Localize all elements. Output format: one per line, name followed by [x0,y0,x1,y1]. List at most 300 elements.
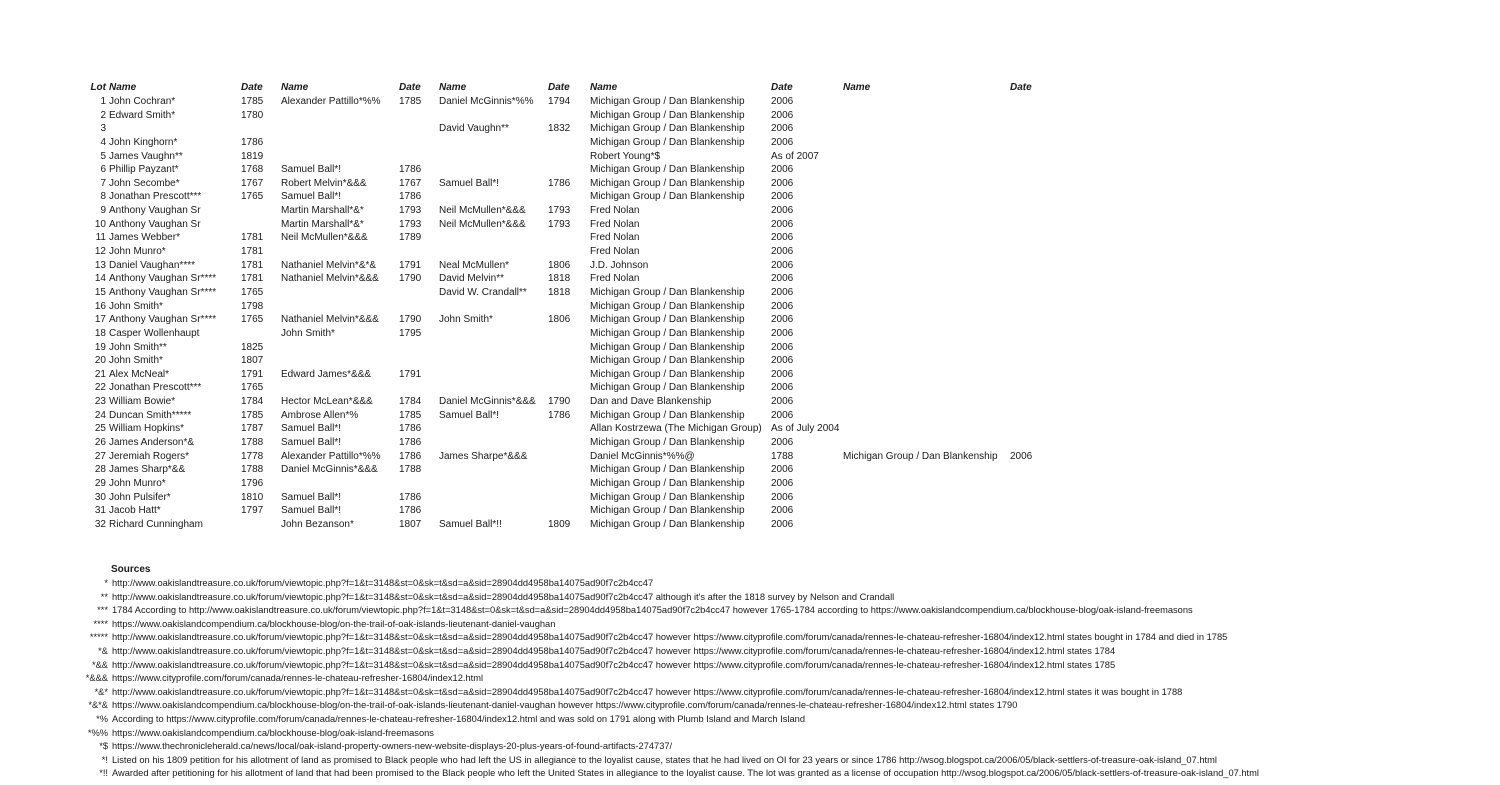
cell-lot[interactable]: 29 [94,477,106,489]
cell-n4[interactable]: Michigan Group / Dan Blankenship [590,164,745,176]
cell-n5[interactable] [843,491,1010,505]
cell-d2[interactable]: 1786 [399,450,422,462]
cell-d2[interactable]: 1786 [399,491,422,503]
cell-n4[interactable]: Robert Young*$ [590,150,661,162]
cell-n3[interactable] [439,436,548,450]
cell-lot[interactable]: 22 [94,382,106,394]
cell-n2[interactable]: Nathaniel Melvin*&*& [281,259,377,271]
cell-n1[interactable]: Duncan Smith***** [109,409,192,421]
cell-d3[interactable] [548,504,590,518]
cell-d3[interactable]: 1818 [548,273,571,285]
cell-n4[interactable]: Michigan Group / Dan Blankenship [590,491,745,503]
cell-d4[interactable]: 2006 [771,368,794,380]
cell-n2[interactable]: John Bezanson* [281,518,354,530]
cell-n2[interactable]: Neil McMullen*&&& [281,232,368,244]
cell-n4[interactable]: Allan Kostrzewa (The Michigan Group) [590,423,762,435]
cell-n3[interactable] [439,504,548,518]
cell-d1[interactable]: 1788 [241,437,264,449]
column-header-name-1[interactable]: Name [109,82,137,93]
cell-n5[interactable] [843,259,1010,273]
cell-n2[interactable]: Robert Melvin*&&& [281,177,367,189]
cell-d1[interactable]: 1765 [241,286,264,298]
cell-d1[interactable]: 1768 [241,164,264,176]
cell-d2[interactable]: 1790 [399,314,422,326]
cell-d3[interactable] [548,341,590,355]
cell-n3[interactable] [439,109,548,123]
cell-d5[interactable] [1010,286,1050,300]
cell-n1[interactable]: John Smith* [109,300,163,312]
cell-n5[interactable] [843,272,1010,286]
cell-n4[interactable]: Michigan Group / Dan Blankenship [590,136,745,148]
cell-d2[interactable] [399,341,439,355]
cell-d5[interactable] [1010,463,1050,477]
cell-n1[interactable]: Anthony Vaughan Sr**** [109,314,217,326]
cell-n4[interactable]: Dan and Dave Blankenship [590,396,712,408]
cell-lot[interactable]: 18 [94,327,106,339]
cell-n3[interactable] [439,422,548,436]
cell-d4[interactable]: 2006 [771,491,794,503]
cell-n4[interactable]: Fred Nolan [590,273,640,285]
cell-d3[interactable]: 1793 [548,205,571,217]
cell-n2[interactable]: Nathaniel Melvin*&&& [281,314,379,326]
cell-d1[interactable]: 1825 [241,341,264,353]
cell-n5[interactable] [843,245,1010,259]
cell-n1[interactable]: Anthony Vaughan Sr [109,205,201,217]
cell-n5[interactable] [843,150,1010,164]
cell-d4[interactable]: 1788 [771,450,794,462]
cell-lot[interactable]: 32 [94,518,106,530]
cell-n5[interactable] [843,177,1010,191]
cell-n3[interactable]: Neal McMullen* [439,259,510,271]
cell-lot[interactable]: 15 [94,286,106,298]
cell-n2[interactable]: Samuel Ball*! [281,491,342,503]
cell-n4[interactable]: Michigan Group / Dan Blankenship [590,123,745,135]
cell-lot[interactable]: 24 [94,409,106,421]
cell-n4[interactable]: Michigan Group / Dan Blankenship [590,109,745,121]
cell-d2[interactable]: 1789 [399,232,422,244]
cell-d3[interactable]: 1818 [548,286,571,298]
cell-n1[interactable]: James Anderson*& [109,437,195,449]
cell-n5[interactable]: Michigan Group / Dan Blankenship [843,450,998,462]
cell-d3[interactable] [548,163,590,177]
cell-n3[interactable] [439,477,548,491]
cell-n5[interactable] [843,218,1010,232]
cell-n2[interactable]: Martin Marshall*&* [281,205,364,217]
cell-lot[interactable]: 3 [100,123,106,135]
source-text[interactable]: http://www.oakislandtreasure.co.uk/forum/viewtopic.php?f=1&t=3148&st=0&sk=t&sd=a&sid=28904dd4958ba14075ad90f7c2b4cc47 however https://www.cityprofile.com/forum/canada/rennes-le-chateau-refresher-16804/index12.html states it was bought in 1788 [112,686,1183,697]
cell-d5[interactable] [1010,136,1050,150]
cell-d4[interactable]: 2006 [771,96,794,107]
cell-d2[interactable]: 1788 [399,464,422,476]
cell-n1[interactable]: John Munro* [109,246,166,258]
cell-n4[interactable]: Michigan Group / Dan Blankenship [590,177,745,189]
cell-lot[interactable]: 1 [100,96,106,107]
source-text[interactable]: http://www.oakislandtreasure.co.uk/forum/viewtopic.php?f=1&t=3148&st=0&sk=t&sd=a&sid=28904dd4958ba14075ad90f7c2b4cc47 however https://www.cityprofile.com/forum/canada/rennes-le-chateau-refresher-16804/index12.html states bought in 1784 and died in 1785 [112,632,1228,643]
cell-n1[interactable]: Casper Wollenhaupt [109,327,200,339]
cell-d2[interactable]: 1791 [399,368,422,380]
cell-d3[interactable] [548,463,590,477]
cell-n5[interactable] [843,368,1010,382]
cell-n3[interactable] [439,190,548,204]
cell-d1[interactable]: 1781 [241,246,264,258]
cell-n3[interactable]: Daniel McGinnis*&&& [439,396,536,408]
column-header-name-2[interactable]: Name [281,82,309,93]
cell-d4[interactable]: As of 2007 [771,150,819,162]
cell-n3[interactable] [439,150,548,164]
cell-d4[interactable]: 2006 [771,205,794,217]
cell-d4[interactable]: 2006 [771,300,794,312]
cell-n1[interactable]: Edward Smith* [109,109,176,121]
cell-d3[interactable]: 1786 [548,409,571,421]
cell-lot[interactable]: 30 [94,491,106,503]
cell-d1[interactable]: 1787 [241,423,264,435]
cell-d4[interactable]: 2006 [771,327,794,339]
cell-n2[interactable]: John Smith* [281,327,335,339]
cell-n2[interactable]: Samuel Ball*! [281,423,342,435]
cell-d5[interactable] [1010,95,1050,109]
cell-n2[interactable] [281,150,399,164]
cell-lot[interactable]: 27 [94,450,106,462]
cell-d4[interactable]: 2006 [771,341,794,353]
cell-d5[interactable]: 2006 [1010,450,1033,462]
cell-d3[interactable]: 1790 [548,396,571,408]
cell-d4[interactable]: 2006 [771,409,794,421]
cell-lot[interactable]: 16 [94,300,106,312]
cell-d5[interactable] [1010,409,1050,423]
cell-n3[interactable] [439,491,548,505]
cell-lot[interactable]: 25 [94,423,106,435]
cell-d4[interactable]: 2006 [771,246,794,258]
cell-lot[interactable]: 17 [94,314,106,326]
cell-n5[interactable] [843,409,1010,423]
cell-d5[interactable] [1010,122,1050,136]
cell-n4[interactable]: Michigan Group / Dan Blankenship [590,300,745,312]
cell-n2[interactable]: Martin Marshall*&* [281,218,364,230]
cell-d5[interactable] [1010,368,1050,382]
cell-n1[interactable]: John Smith** [109,341,167,353]
cell-d5[interactable] [1010,218,1050,232]
cell-n5[interactable] [843,381,1010,395]
cell-n5[interactable] [843,136,1010,150]
cell-d2[interactable]: 1786 [399,423,422,435]
source-text[interactable]: 1784 According to http://www.oakislandtreasure.co.uk/forum/viewtopic.php?f=1&t=3148&st=0&sk=t&sd=a&sid=28904dd4958ba14075ad90f7c2b4cc47 however 1765-1784 according to https://www.oakislandcompendium.ca/blockhouse-blog/oak-island-freemasons [112,605,1193,616]
cell-n5[interactable] [843,300,1010,314]
cell-n2[interactable]: Samuel Ball*! [281,437,342,449]
cell-d4[interactable]: 2006 [771,164,794,176]
cell-n5[interactable] [843,341,1010,355]
cell-d5[interactable] [1010,436,1050,450]
cell-d4[interactable]: 2006 [771,518,794,530]
cell-lot[interactable]: 14 [94,273,106,285]
cell-n1[interactable]: John Secombe* [109,177,180,189]
cell-d5[interactable] [1010,150,1050,164]
cell-d5[interactable] [1010,354,1050,368]
cell-d5[interactable] [1010,395,1050,409]
cell-d1[interactable] [241,518,281,532]
source-text[interactable]: https://www.oakislandcompendium.ca/blockhouse-blog/on-the-trail-of-oak-islands-lieutenant-daniel-vaughan [112,618,556,629]
cell-d4[interactable]: 2006 [771,136,794,148]
source-text[interactable]: https://www.oakislandcompendium.ca/blockhouse-blog/oak-island-freemasons [112,727,434,738]
cell-n3[interactable]: Neil McMullen*&&& [439,218,526,230]
column-header-lot[interactable]: Lot [90,82,106,93]
cell-n1[interactable]: James Webber* [109,232,180,244]
cell-d4[interactable]: 2006 [771,259,794,271]
cell-d2[interactable]: 1785 [399,409,422,421]
cell-n4[interactable]: Fred Nolan [590,246,640,258]
cell-lot[interactable]: 9 [100,205,106,217]
cell-d5[interactable] [1010,313,1050,327]
cell-n4[interactable]: Michigan Group / Dan Blankenship [590,191,745,203]
cell-d4[interactable]: 2006 [771,505,794,517]
cell-n1[interactable]: James Sharp*&& [109,464,186,476]
cell-n5[interactable] [843,231,1010,245]
cell-d5[interactable] [1010,177,1050,191]
cell-n1[interactable]: Phillip Payzant* [109,164,179,176]
cell-n2[interactable]: Alexander Pattillo*%% [281,450,381,462]
cell-n3[interactable]: David W. Crandall** [439,286,527,298]
column-header-name-4[interactable]: Name [590,82,618,93]
cell-lot[interactable]: 31 [94,505,106,517]
cell-n5[interactable] [843,204,1010,218]
cell-n2[interactable] [281,286,399,300]
cell-lot[interactable]: 21 [94,368,106,380]
cell-n3[interactable] [439,231,548,245]
cell-n4[interactable]: Michigan Group / Dan Blankenship [590,518,745,530]
cell-d1[interactable]: 1785 [241,96,264,107]
cell-d5[interactable] [1010,327,1050,341]
cell-d3[interactable]: 1806 [548,259,571,271]
cell-n1[interactable]: John Kinghorn* [109,136,178,148]
cell-d1[interactable] [241,204,281,218]
cell-d4[interactable]: 2006 [771,396,794,408]
cell-n2[interactable]: Hector McLean*&&& [281,396,373,408]
cell-n4[interactable]: Michigan Group / Dan Blankenship [590,368,745,380]
cell-d1[interactable]: 1780 [241,109,264,121]
cell-d3[interactable] [548,477,590,491]
source-text[interactable]: Listed on his 1809 petition for his allotment of land as promised to Black people who had left the US in allegiance to the loyalist cause, states that he had lived on OI for 23 years or since 1786 http://wsog.blogspot.ca/2006/05/black-settlers-of-treasure-oak-island_07.html [112,754,1217,765]
cell-n1[interactable]: John Smith* [109,355,163,367]
cell-n3[interactable] [439,368,548,382]
cell-d1[interactable]: 1788 [241,464,264,476]
cell-d2[interactable]: 1793 [399,218,422,230]
cell-d1[interactable]: 1796 [241,477,264,489]
cell-d2[interactable]: 1786 [399,164,422,176]
cell-d1[interactable]: 1765 [241,191,264,203]
cell-d3[interactable] [548,381,590,395]
cell-d4[interactable]: 2006 [771,232,794,244]
cell-d4[interactable]: 2006 [771,123,794,135]
cell-d5[interactable] [1010,300,1050,314]
cell-d1[interactable] [241,122,281,136]
cell-d3[interactable] [548,136,590,150]
cell-d5[interactable] [1010,422,1050,436]
cell-d2[interactable]: 1786 [399,505,422,517]
cell-d1[interactable] [241,327,281,341]
cell-lot[interactable]: 19 [94,341,106,353]
cell-d1[interactable]: 1786 [241,136,264,148]
source-text[interactable]: Awarded after petitioning for his allotment of land that had been promised to the Black people who left the United States in allegiance to the loyalist cause. The lot was granted as a license of occupation http://wsog.blogspot.ca/2006/05/black-settlers-of-treasure-oak-island_07.html [112,768,1259,779]
cell-d2[interactable] [399,122,439,136]
cell-n2[interactable] [281,245,399,259]
cell-d1[interactable]: 1781 [241,273,264,285]
cell-lot[interactable]: 28 [94,464,106,476]
source-text[interactable]: http://www.oakislandtreasure.co.uk/forum/viewtopic.php?f=1&t=3148&st=0&sk=t&sd=a&sid=28904dd4958ba14075ad90f7c2b4cc47 however https://www.cityprofile.com/forum/canada/rennes-le-chateau-refresher-16804/index12.html states 1784 [112,645,1116,656]
cell-d5[interactable] [1010,381,1050,395]
cell-n1[interactable] [109,122,241,136]
cell-n3[interactable] [439,341,548,355]
cell-d3[interactable] [548,327,590,341]
cell-d5[interactable] [1010,341,1050,355]
cell-n4[interactable]: Michigan Group / Dan Blankenship [590,314,745,326]
cell-n1[interactable]: Jacob Hatt* [109,505,161,517]
cell-d3[interactable] [548,368,590,382]
cell-lot[interactable]: 5 [100,150,106,162]
cell-d1[interactable]: 1781 [241,259,264,271]
cell-n4[interactable]: Michigan Group / Dan Blankenship [590,286,745,298]
cell-n2[interactable] [281,477,399,491]
cell-d3[interactable]: 1832 [548,123,571,135]
cell-n2[interactable] [281,136,399,150]
cell-n5[interactable] [843,436,1010,450]
cell-n1[interactable]: Anthony Vaughan Sr**** [109,286,217,298]
source-text[interactable]: https://www.cityprofile.com/forum/canada/rennes-le-chateau-refresher-16804/index12.html [112,673,484,684]
source-text[interactable]: According to https://www.cityprofile.com/forum/canada/rennes-le-chateau-refresher-16804/index12.html and was sold on 1791 along with Plumb Island and March Island [112,713,805,724]
cell-d2[interactable]: 1790 [399,273,422,285]
cell-d1[interactable]: 1810 [241,491,264,503]
column-header-name-5[interactable]: Name [843,82,871,93]
cell-n4[interactable]: Michigan Group / Dan Blankenship [590,327,745,339]
source-text[interactable]: http://www.oakislandtreasure.co.uk/forum/viewtopic.php?f=1&t=3148&st=0&sk=t&sd=a&sid=28904dd4958ba14075ad90f7c2b4cc47 [112,578,654,588]
cell-n3[interactable]: Samuel Ball*!! [439,518,502,530]
cell-n1[interactable]: Daniel Vaughan**** [109,259,195,271]
cell-n5[interactable] [843,422,1010,436]
cell-d3[interactable] [548,436,590,450]
source-text[interactable]: https://www.oakislandcompendium.ca/blockhouse-blog/on-the-trail-of-oak-islands-lieutenant-daniel-vaughan however https://www.cityprofile.com/forum/canada/rennes-le-chateau-refresher-16804/index12.html states 1790 [112,700,1018,711]
cell-n2[interactable] [281,109,399,123]
cell-n2[interactable]: Samuel Ball*! [281,505,342,517]
cell-lot[interactable]: 26 [94,437,106,449]
cell-d5[interactable] [1010,204,1050,218]
cell-n4[interactable]: Michigan Group / Dan Blankenship [590,96,745,107]
cell-d3[interactable]: 1793 [548,218,571,230]
cell-n5[interactable] [843,95,1010,109]
cell-d2[interactable] [399,245,439,259]
cell-n4[interactable]: Michigan Group / Dan Blankenship [590,341,745,353]
cell-n2[interactable] [281,381,399,395]
cell-n4[interactable]: Michigan Group / Dan Blankenship [590,382,745,394]
cell-n2[interactable]: Alexander Pattillo*%% [281,96,381,107]
cell-d3[interactable] [548,231,590,245]
cell-n5[interactable] [843,286,1010,300]
cell-d3[interactable] [548,150,590,164]
cell-d2[interactable]: 1784 [399,396,422,408]
cell-n5[interactable] [843,395,1010,409]
cell-n4[interactable]: Michigan Group / Dan Blankenship [590,409,745,421]
cell-lot[interactable]: 7 [100,177,106,189]
cell-d3[interactable] [548,354,590,368]
cell-n1[interactable]: John Cochran* [109,96,176,107]
cell-n1[interactable]: Anthony Vaughan Sr [109,218,201,230]
cell-d1[interactable]: 1765 [241,382,264,394]
cell-n3[interactable]: David Melvin** [439,273,505,285]
cell-n1[interactable]: John Munro* [109,477,166,489]
column-header-date-4[interactable]: Date [771,82,793,93]
cell-d1[interactable]: 1765 [241,314,264,326]
cell-n1[interactable]: John Pulsifer* [109,491,171,503]
cell-n2[interactable] [281,354,399,368]
cell-d4[interactable]: 2006 [771,109,794,121]
cell-n4[interactable]: Fred Nolan [590,205,640,217]
cell-n5[interactable] [843,504,1010,518]
column-header-date-3[interactable]: Date [548,82,570,93]
cell-d5[interactable] [1010,518,1050,532]
cell-d1[interactable]: 1791 [241,368,264,380]
cell-n2[interactable] [281,341,399,355]
cell-lot[interactable]: 10 [94,218,106,230]
cell-d4[interactable]: 2006 [771,286,794,298]
cell-n3[interactable] [439,381,548,395]
cell-lot[interactable]: 12 [94,246,106,258]
cell-d1[interactable]: 1819 [241,150,264,162]
cell-n3[interactable]: John Smith* [439,314,493,326]
cell-d4[interactable]: 2006 [771,314,794,326]
cell-n2[interactable]: Edward James*&&& [281,368,372,380]
cell-n4[interactable]: Daniel McGinnis*%%@ [590,450,695,462]
cell-n4[interactable]: Michigan Group / Dan Blankenship [590,437,745,449]
cell-d2[interactable]: 1786 [399,437,422,449]
cell-d2[interactable] [399,300,439,314]
cell-n1[interactable]: Jeremiah Rogers* [109,450,190,462]
cell-d3[interactable]: 1786 [548,177,571,189]
cell-n2[interactable]: Samuel Ball*! [281,164,342,176]
cell-d5[interactable] [1010,163,1050,177]
cell-n3[interactable] [439,136,548,150]
cell-d3[interactable] [548,190,590,204]
cell-d4[interactable]: 2006 [771,437,794,449]
cell-lot[interactable]: 2 [100,109,106,121]
column-header-date-5[interactable]: Date [1010,82,1032,93]
cell-n5[interactable] [843,354,1010,368]
cell-d3[interactable] [548,422,590,436]
cell-n5[interactable] [843,327,1010,341]
cell-d1[interactable]: 1784 [241,396,264,408]
cell-n5[interactable] [843,163,1010,177]
cell-d4[interactable]: 2006 [771,273,794,285]
cell-lot[interactable]: 6 [100,164,106,176]
cell-d5[interactable] [1010,272,1050,286]
cell-d1[interactable]: 1781 [241,232,264,244]
cell-n1[interactable]: Richard Cunningham [109,518,203,530]
cell-n5[interactable] [843,122,1010,136]
cell-n2[interactable]: Nathaniel Melvin*&&& [281,273,379,285]
cell-lot[interactable]: 11 [95,232,106,244]
cell-d2[interactable]: 1767 [399,177,422,189]
cell-d2[interactable] [399,109,439,123]
cell-n5[interactable] [843,109,1010,123]
cell-d1[interactable] [241,218,281,232]
cell-d2[interactable] [399,477,439,491]
cell-d2[interactable] [399,381,439,395]
cell-n1[interactable]: Alex McNeal* [109,368,170,380]
cell-n3[interactable] [439,300,548,314]
cell-n3[interactable] [439,163,548,177]
cell-d3[interactable]: 1806 [548,314,571,326]
cell-d5[interactable] [1010,504,1050,518]
cell-d1[interactable]: 1797 [241,505,264,517]
cell-lot[interactable]: 23 [94,396,106,408]
cell-n1[interactable]: Anthony Vaughan Sr**** [109,273,217,285]
cell-n4[interactable]: Fred Nolan [590,232,640,244]
